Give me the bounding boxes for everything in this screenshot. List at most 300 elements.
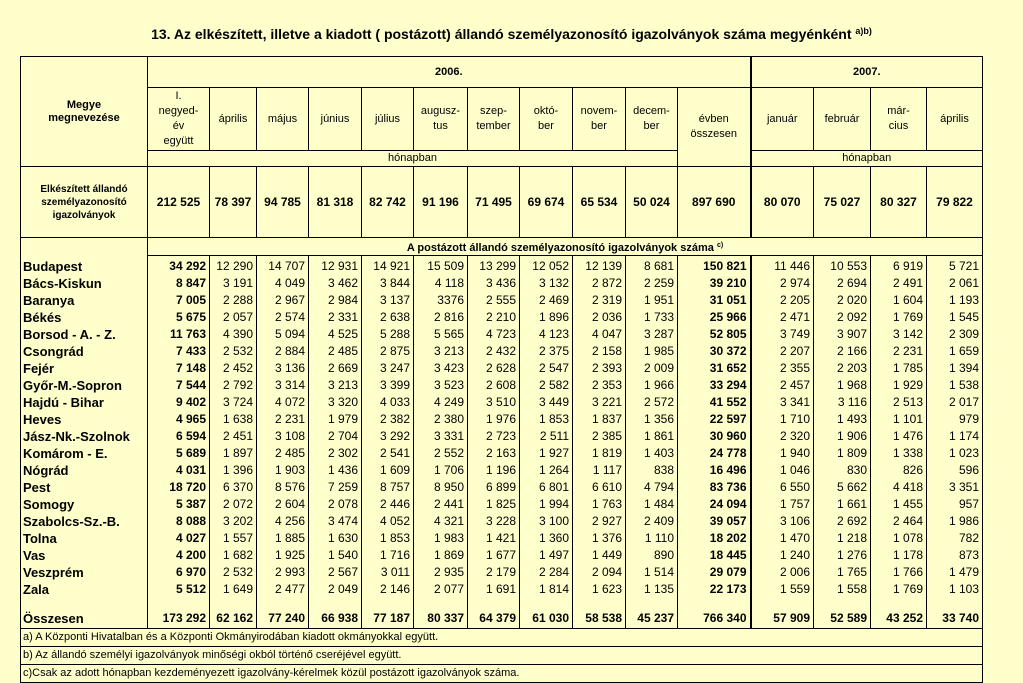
- cell-value: 2 457: [751, 377, 814, 394]
- cell-value: 2 382: [362, 411, 414, 428]
- month-header-2006-line: novem-: [580, 105, 618, 117]
- year-total-header-line: évben: [698, 113, 729, 125]
- cell-value: 4 418: [871, 479, 927, 496]
- year-total-header: [678, 88, 751, 167]
- cell-value: 830: [814, 462, 871, 479]
- prepared-value: 91 196: [414, 167, 468, 238]
- table-row: [21, 530, 983, 547]
- cell-value: 1 853: [520, 411, 573, 428]
- cell-value: 2 355: [751, 360, 814, 377]
- title-text: 13. Az elkészített, illetve a kiadott ( postázott) állandó személyazonosító igazolványok száma megyénként: [151, 26, 852, 42]
- cell-value: 1 436: [309, 462, 362, 479]
- cell-value: 22 173: [678, 581, 751, 598]
- cell-value: 1 559: [751, 581, 814, 598]
- total-value: 61 030: [520, 608, 573, 629]
- cell-value: 2 432: [468, 343, 520, 360]
- cell-value: 3 320: [309, 394, 362, 411]
- cell-value: 1 540: [309, 547, 362, 564]
- table-row: [21, 309, 983, 326]
- cell-value: 4 965: [148, 411, 210, 428]
- prepared-value: 94 785: [257, 167, 309, 238]
- month-header-2007: [927, 88, 983, 151]
- cell-value: 12 290: [210, 256, 257, 276]
- month-header-2007-line: már-: [887, 105, 910, 117]
- cell-value: 7 259: [309, 479, 362, 496]
- cell-value: 2 146: [362, 581, 414, 598]
- spacer-cell: [414, 598, 468, 608]
- cell-value: 3 399: [362, 377, 414, 394]
- page-title: [0, 26, 1023, 42]
- cell-value: 3 724: [210, 394, 257, 411]
- cell-value: 4 321: [414, 513, 468, 530]
- month-header-2007: [814, 88, 871, 151]
- cell-value: 22 597: [678, 411, 751, 428]
- cell-value: 1 023: [927, 445, 983, 462]
- table-row: [21, 547, 983, 564]
- month-header-2006-line: októ-: [533, 105, 559, 117]
- spacer-cell: [309, 598, 362, 608]
- cell-value: 4 072: [257, 394, 309, 411]
- prepared-value: 80 070: [751, 167, 814, 238]
- cell-value: 2 020: [814, 292, 871, 309]
- county-column-header: [21, 57, 148, 167]
- cell-value: 1 979: [309, 411, 362, 428]
- month-header-2006: [210, 88, 257, 151]
- month-header-2006-line: május: [267, 112, 298, 125]
- cell-value: 8 757: [362, 479, 414, 496]
- cell-value: 2 441: [414, 496, 468, 513]
- cell-value: 1 903: [257, 462, 309, 479]
- cell-value: 12 139: [573, 256, 626, 276]
- cell-value: 1 174: [927, 428, 983, 445]
- cell-value: 2 547: [520, 360, 573, 377]
- cell-value: 1 785: [871, 360, 927, 377]
- section-title: [148, 238, 983, 256]
- table-row: [21, 513, 983, 530]
- county-name: Pest: [21, 479, 148, 496]
- cell-value: 1 710: [751, 411, 814, 428]
- section-footnote-marker: c): [716, 241, 724, 249]
- cell-value: 2 485: [309, 343, 362, 360]
- cell-value: 1 861: [626, 428, 678, 445]
- cell-value: 2 061: [927, 275, 983, 292]
- cell-value: 1 240: [751, 547, 814, 564]
- month-header-2006-line: I.: [175, 90, 182, 102]
- cell-value: 1 338: [871, 445, 927, 462]
- month-header-2007: [751, 88, 814, 151]
- honapban-2007-label: hónapban: [751, 151, 983, 167]
- total-value: 77 240: [257, 608, 309, 629]
- cell-value: 2 006: [751, 564, 814, 581]
- cell-value: 3 749: [751, 326, 814, 343]
- honapban-2006-label: hónapban: [148, 151, 678, 167]
- section-blank-cell: [21, 238, 148, 256]
- cell-value: 8 950: [414, 479, 468, 496]
- cell-value: 2 582: [520, 377, 573, 394]
- cell-value: 1 825: [468, 496, 520, 513]
- cell-value: 2 017: [927, 394, 983, 411]
- total-value: 58 538: [573, 608, 626, 629]
- cell-value: 1 178: [871, 547, 927, 564]
- cell-value: 1 638: [210, 411, 257, 428]
- cell-value: 2 319: [573, 292, 626, 309]
- cell-value: 5 288: [362, 326, 414, 343]
- cell-value: 150 821: [678, 256, 751, 276]
- spacer-cell: [871, 598, 927, 608]
- cell-value: 6 550: [751, 479, 814, 496]
- cell-value: 5 094: [257, 326, 309, 343]
- total-value: 64 379: [468, 608, 520, 629]
- cell-value: 5 662: [814, 479, 871, 496]
- cell-value: 1 896: [520, 309, 573, 326]
- cell-value: 2 669: [309, 360, 362, 377]
- county-header-line: Megye: [66, 98, 102, 111]
- cell-value: 1 814: [520, 581, 573, 598]
- table-row: [21, 479, 983, 496]
- cell-value: 3 221: [573, 394, 626, 411]
- cell-value: 2 078: [309, 496, 362, 513]
- cell-value: 2 077: [414, 581, 468, 598]
- cell-value: 2 036: [573, 309, 626, 326]
- cell-value: 2 491: [871, 275, 927, 292]
- cell-value: 12 052: [520, 256, 573, 276]
- cell-value: 2 541: [362, 445, 414, 462]
- cell-value: 3 474: [309, 513, 362, 530]
- cell-value: 2 532: [210, 564, 257, 581]
- spacer-row: [21, 598, 983, 608]
- cell-value: 2 704: [309, 428, 362, 445]
- total-label: Összesen: [21, 608, 148, 629]
- cell-value: 1 479: [927, 564, 983, 581]
- month-header-2006: [309, 88, 362, 151]
- total-value: 80 337: [414, 608, 468, 629]
- cell-value: 2 375: [520, 343, 573, 360]
- cell-value: 4 200: [148, 547, 210, 564]
- spacer-cell: [21, 598, 148, 608]
- county-name: Heves: [21, 411, 148, 428]
- cell-value: 2 572: [626, 394, 678, 411]
- cell-value: 1 449: [573, 547, 626, 564]
- cell-value: 2 049: [309, 581, 362, 598]
- month-header-2006-line: ber: [643, 120, 660, 132]
- spacer-cell: [210, 598, 257, 608]
- table-row: [21, 394, 983, 411]
- cell-value: 3 341: [751, 394, 814, 411]
- cell-value: 1 218: [814, 530, 871, 547]
- cell-value: 957: [927, 496, 983, 513]
- cell-value: 1 421: [468, 530, 520, 547]
- cell-value: 29 079: [678, 564, 751, 581]
- month-header-2006-line: június: [320, 112, 350, 125]
- total-value: 62 162: [210, 608, 257, 629]
- cell-value: 2 792: [210, 377, 257, 394]
- cell-value: 13 299: [468, 256, 520, 276]
- prepared-value: 78 397: [210, 167, 257, 238]
- county-name: Hajdú - Bihar: [21, 394, 148, 411]
- month-header-2007-line: január: [766, 112, 798, 125]
- cell-value: 4 723: [468, 326, 520, 343]
- cell-value: 4 033: [362, 394, 414, 411]
- cell-value: 1 691: [468, 581, 520, 598]
- cell-value: 3 116: [814, 394, 871, 411]
- cell-value: 2 927: [573, 513, 626, 530]
- cell-value: 3 287: [626, 326, 678, 343]
- cell-value: 52 805: [678, 326, 751, 343]
- cell-value: 2 353: [573, 377, 626, 394]
- cell-value: 7 005: [148, 292, 210, 309]
- cell-value: 1 630: [309, 530, 362, 547]
- cell-value: 1 604: [871, 292, 927, 309]
- cell-value: 3 331: [414, 428, 468, 445]
- cell-value: 8 681: [626, 256, 678, 276]
- cell-value: 1 514: [626, 564, 678, 581]
- county-name: Komárom - E.: [21, 445, 148, 462]
- cell-value: 1 968: [814, 377, 871, 394]
- cell-value: 2 628: [468, 360, 520, 377]
- cell-value: 2 884: [257, 343, 309, 360]
- cell-value: 33 294: [678, 377, 751, 394]
- cell-value: 1 376: [573, 530, 626, 547]
- cell-value: 596: [927, 462, 983, 479]
- cell-value: 1 135: [626, 581, 678, 598]
- table-row: [21, 428, 983, 445]
- cell-value: 1 733: [626, 309, 678, 326]
- footnote-row: [21, 629, 983, 647]
- cell-value: 3 011: [362, 564, 414, 581]
- total-value: 77 187: [362, 608, 414, 629]
- section-title-text: A postázott állandó személyazonosító igazolványok száma: [406, 241, 714, 254]
- cell-value: 2 331: [309, 309, 362, 326]
- county-name: Jász-Nk.-Szolnok: [21, 428, 148, 445]
- cell-value: 826: [871, 462, 927, 479]
- cell-value: 1 396: [210, 462, 257, 479]
- cell-value: 12 931: [309, 256, 362, 276]
- cell-value: 6 370: [210, 479, 257, 496]
- cell-value: 4 027: [148, 530, 210, 547]
- prepared-label: [21, 167, 148, 238]
- cell-value: 3 202: [210, 513, 257, 530]
- county-name: Fejér: [21, 360, 148, 377]
- cell-value: 1 623: [573, 581, 626, 598]
- cell-value: 2 875: [362, 343, 414, 360]
- table-row: [21, 292, 983, 309]
- cell-value: 873: [927, 547, 983, 564]
- cell-value: 1 558: [814, 581, 871, 598]
- month-header-2007-line: április: [940, 112, 969, 125]
- year-2006-header: 2006.: [148, 57, 751, 88]
- cell-value: 24 778: [678, 445, 751, 462]
- month-header-2006: [468, 88, 520, 151]
- cell-value: 18 720: [148, 479, 210, 496]
- cell-value: 2 608: [468, 377, 520, 394]
- cell-value: 2 092: [814, 309, 871, 326]
- county-name: Békés: [21, 309, 148, 326]
- cell-value: 2 993: [257, 564, 309, 581]
- cell-value: 1 994: [520, 496, 573, 513]
- cell-value: 1 757: [751, 496, 814, 513]
- cell-value: 1 769: [871, 309, 927, 326]
- cell-value: 2 210: [468, 309, 520, 326]
- cell-value: 18 202: [678, 530, 751, 547]
- cell-value: 31 652: [678, 360, 751, 377]
- prepared-value: 75 027: [814, 167, 871, 238]
- county-name: Szabolcs-Sz.-B.: [21, 513, 148, 530]
- month-header-2006: [148, 88, 210, 151]
- table-row: [21, 275, 983, 292]
- cell-value: 30 960: [678, 428, 751, 445]
- cell-value: 3 314: [257, 377, 309, 394]
- cell-value: 1 837: [573, 411, 626, 428]
- month-header-2006-line: ber: [591, 120, 607, 132]
- cell-value: 1 276: [814, 547, 871, 564]
- cell-value: 1 046: [751, 462, 814, 479]
- cell-value: 6 970: [148, 564, 210, 581]
- cell-value: 8 847: [148, 275, 210, 292]
- cell-value: 1 940: [751, 445, 814, 462]
- cell-value: 1 906: [814, 428, 871, 445]
- cell-value: 39 057: [678, 513, 751, 530]
- cell-value: 8 088: [148, 513, 210, 530]
- cell-value: 2 203: [814, 360, 871, 377]
- cell-value: 2 974: [751, 275, 814, 292]
- county-name: Nógrád: [21, 462, 148, 479]
- cell-value: 4 525: [309, 326, 362, 343]
- cell-value: 2 284: [520, 564, 573, 581]
- month-header-2006: [414, 88, 468, 151]
- cell-value: 2 179: [468, 564, 520, 581]
- county-name: Budapest: [21, 256, 148, 276]
- cell-value: 7 433: [148, 343, 210, 360]
- prepared-value: 80 327: [871, 167, 927, 238]
- cell-value: 2 532: [210, 343, 257, 360]
- cell-value: 1 078: [871, 530, 927, 547]
- cell-value: 16 496: [678, 462, 751, 479]
- table-row: [21, 496, 983, 513]
- month-header-2006-line: ber: [538, 120, 554, 132]
- cell-value: 2 166: [814, 343, 871, 360]
- month-header-2006-line: április: [218, 112, 248, 125]
- month-header-2006-line: decem-: [633, 105, 670, 117]
- cell-value: 3 510: [468, 394, 520, 411]
- cell-value: 1 985: [626, 343, 678, 360]
- cell-value: 4 052: [362, 513, 414, 530]
- cell-value: 8 576: [257, 479, 309, 496]
- cell-value: 4 390: [210, 326, 257, 343]
- county-name: Bács-Kiskun: [21, 275, 148, 292]
- prepared-value: 79 822: [927, 167, 983, 238]
- cell-value: 1 951: [626, 292, 678, 309]
- cell-value: 3 136: [257, 360, 309, 377]
- cell-value: 2 552: [414, 445, 468, 462]
- cell-value: 2 231: [871, 343, 927, 360]
- cell-value: 5 565: [414, 326, 468, 343]
- cell-value: 1 356: [626, 411, 678, 428]
- cell-value: 890: [626, 547, 678, 564]
- cell-value: 1 929: [871, 377, 927, 394]
- cell-value: 5 689: [148, 445, 210, 462]
- cell-value: 1 264: [520, 462, 573, 479]
- cell-value: 2 574: [257, 309, 309, 326]
- table-row: [21, 256, 983, 276]
- cell-value: 1 885: [257, 530, 309, 547]
- cell-value: 2 309: [927, 326, 983, 343]
- cell-value: 4 256: [257, 513, 309, 530]
- cell-value: 1 677: [468, 547, 520, 564]
- cell-value: 3 213: [414, 343, 468, 360]
- footnote-row: [21, 665, 983, 683]
- cell-value: 2 555: [468, 292, 520, 309]
- prepared-value: 81 318: [309, 167, 362, 238]
- cell-value: 1 117: [573, 462, 626, 479]
- cell-value: 1 538: [927, 377, 983, 394]
- cell-value: 1 925: [257, 547, 309, 564]
- total-value: 45 237: [626, 608, 678, 629]
- month-header-2006-line: együtt: [163, 135, 194, 147]
- table-row: [21, 445, 983, 462]
- cell-value: 2 259: [626, 275, 678, 292]
- cell-value: 1 869: [414, 547, 468, 564]
- cell-value: 1 196: [468, 462, 520, 479]
- month-header-2006: [362, 88, 414, 151]
- cell-value: 5 387: [148, 496, 210, 513]
- cell-value: 5 512: [148, 581, 210, 598]
- title-footnote-marker: a)b): [855, 26, 872, 36]
- footnote-text: b) Az állandó személyi igazolványok minőségi okból történő cseréjével együtt.: [21, 647, 983, 665]
- county-header-line: megnevezése: [48, 111, 120, 124]
- cell-value: 2 464: [871, 513, 927, 530]
- cell-value: 3 213: [309, 377, 362, 394]
- cell-value: 2 451: [210, 428, 257, 445]
- cell-value: 2 567: [309, 564, 362, 581]
- cell-value: 30 372: [678, 343, 751, 360]
- cell-value: 1 484: [626, 496, 678, 513]
- prepared-value: 65 534: [573, 167, 626, 238]
- cell-value: 1 769: [871, 581, 927, 598]
- table-row: [21, 462, 983, 479]
- table-row: [21, 343, 983, 360]
- month-header-2006-line: tus: [433, 120, 448, 132]
- prepared-value: 212 525: [148, 167, 210, 238]
- cell-value: 838: [626, 462, 678, 479]
- cell-value: 34 292: [148, 256, 210, 276]
- prepared-value: 50 024: [626, 167, 678, 238]
- prepared-label-line: személyazonosító: [41, 196, 127, 208]
- cell-value: 2 385: [573, 428, 626, 445]
- spacer-cell: [678, 598, 751, 608]
- cell-value: 2 409: [626, 513, 678, 530]
- cell-value: 2 057: [210, 309, 257, 326]
- county-name: Győr-M.-Sopron: [21, 377, 148, 394]
- cell-value: 1 649: [210, 581, 257, 598]
- cell-value: 3 142: [871, 326, 927, 343]
- cell-value: 1 986: [927, 513, 983, 530]
- cell-value: 2 511: [520, 428, 573, 445]
- month-header-2006-line: augusz-: [420, 105, 461, 117]
- cell-value: 1 394: [927, 360, 983, 377]
- cell-value: 2 935: [414, 564, 468, 581]
- table-row: [21, 360, 983, 377]
- cell-value: 2 816: [414, 309, 468, 326]
- total-value: 33 740: [927, 608, 983, 629]
- cell-value: 3 292: [362, 428, 414, 445]
- cell-value: 1 682: [210, 547, 257, 564]
- cell-value: 2 872: [573, 275, 626, 292]
- cell-value: 2 393: [573, 360, 626, 377]
- year-2007-header: 2007.: [751, 57, 983, 88]
- cell-value: 1 609: [362, 462, 414, 479]
- cell-value: 1 497: [520, 547, 573, 564]
- cell-value: 2 967: [257, 292, 309, 309]
